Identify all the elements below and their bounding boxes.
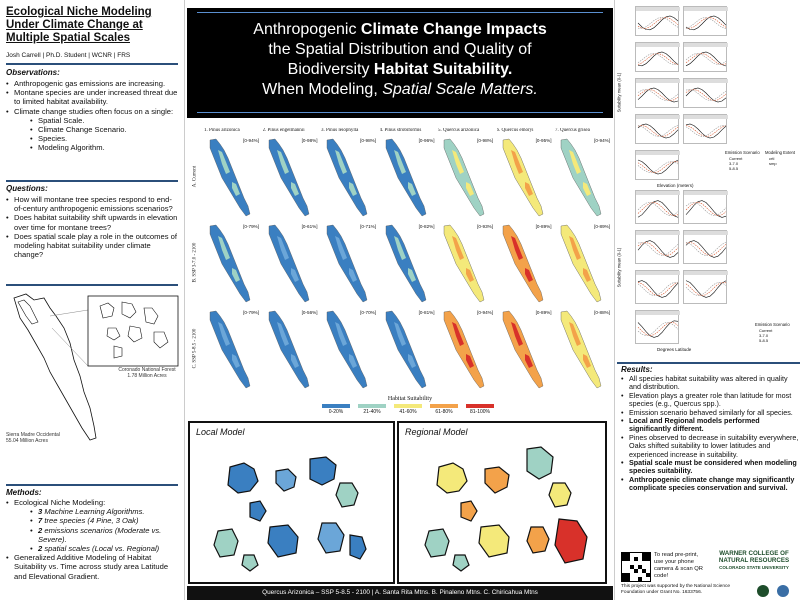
cell-map: [553, 308, 610, 390]
legend-label: 21-40%: [363, 409, 381, 415]
habitat-map-cell: [261, 222, 318, 304]
habitat-map-cell: [202, 308, 259, 390]
list-item: • Modeling Algorithm.: [28, 143, 180, 152]
cell-range-label: [0-56%]: [301, 310, 318, 315]
gam-panel: [635, 230, 679, 264]
suitability-region: [561, 311, 601, 388]
list-item: • Anthropogenic climate change may significantly complicate species conservation and survival.: [619, 476, 799, 493]
legend-swatch: [322, 404, 350, 408]
suitability-region: [210, 139, 250, 216]
y-axis-label: Suitability mean (0-1): [616, 247, 622, 288]
divider: [6, 484, 178, 486]
divider: [617, 362, 800, 364]
suitability-region: [210, 311, 250, 388]
observations-list: [4, 79, 180, 153]
gam-panel: [683, 78, 727, 108]
habitat-map-cell: [553, 308, 610, 390]
cell-range-label: [0-61%]: [301, 224, 318, 229]
cell-map: [202, 222, 259, 304]
cell-map: [261, 136, 318, 218]
cell-range-label: [0-96%]: [418, 138, 435, 143]
cell-map: [378, 136, 435, 218]
banner-rule: [197, 12, 603, 13]
cell-range-label: [0-79%]: [243, 310, 259, 315]
list-item: • Species.: [28, 134, 180, 143]
observations-sublist: [14, 116, 180, 153]
list-item: • Spatial Scale.: [28, 116, 180, 125]
gam-panel: [635, 150, 679, 180]
gam-panel: [635, 114, 679, 144]
suitability-region: [269, 225, 309, 302]
results-list: [619, 375, 799, 493]
cell-map: [436, 136, 493, 218]
habitat-map-cell: [319, 222, 376, 304]
suitability-region: [269, 139, 309, 216]
headline-banner: [187, 8, 613, 118]
list-item: • 2 spatial scales (Local vs. Regional): [28, 544, 180, 553]
list-item: • Pines observed to decrease in suitability everywhere, Oaks shifted suitability to lower latitudes and experienced increase in suitability.: [619, 434, 799, 459]
list-item: • Does habitat suitability shift upwards in elevation over time for montane trees?: [4, 213, 180, 231]
list-item: • Anthropogenic gas emissions are increasing.: [4, 79, 180, 88]
suitability-region: [386, 225, 426, 302]
list-item: • Does spatial scale play a role in the outcomes of modeling habitat suitability under climate change?: [4, 232, 180, 260]
cell-range-label: [0-89%]: [594, 224, 610, 229]
legend-item: Current: [759, 328, 773, 333]
legend-item: 5-8.5: [729, 166, 739, 171]
legend-swatch: [358, 404, 386, 408]
cell-range-label: [0-94%]: [243, 138, 259, 143]
author-line: Josh Carrell | Ph.D. Student | WCNR | FRS: [6, 52, 131, 59]
gam-panel: [635, 190, 679, 224]
legend-label: 61-80%: [435, 409, 453, 415]
list-item: • 3 Machine Learning Algorithms.: [28, 507, 180, 516]
cell-map: [436, 308, 493, 390]
legend-item: smp: [769, 161, 777, 166]
cell-map: [553, 222, 610, 304]
legend-heading: Emission Scenario: [725, 150, 760, 155]
habitat-map-cell: [436, 136, 493, 218]
cell-range-label: [0-89%]: [535, 310, 552, 315]
sierra-label: Sierra Madre Occidental 55.04 Million Acres: [6, 432, 60, 444]
gam-panel: [635, 42, 679, 72]
cell-range-label: [0-79%]: [243, 224, 259, 229]
cell-range-label: [0-95%]: [535, 138, 552, 143]
habitat-map-cell: [202, 222, 259, 304]
column-divider: [184, 0, 185, 600]
row-label: C. SSP 5-8.5 - 2100: [192, 328, 198, 369]
species-header: 3. Pinus leiophylla: [321, 128, 359, 133]
gam-panel: [683, 190, 727, 224]
suitability-region: [327, 225, 367, 302]
suitability-region: [327, 311, 367, 388]
cell-map: [495, 222, 552, 304]
legend-label: 81-100%: [469, 409, 490, 415]
questions-heading: Questions:: [6, 184, 48, 193]
legend-swatch: [466, 404, 494, 408]
poster-title: Ecological Niche Modeling Under Climate Change at Multiple Spatial Scales: [6, 6, 152, 44]
results-heading: Results:: [621, 365, 653, 374]
cell-range-label: [0-94%]: [594, 138, 610, 143]
y-axis-label: Suitability mean (0-1): [616, 72, 622, 113]
methods-heading: Methods:: [6, 488, 42, 497]
habitat-map-cell: [261, 308, 318, 390]
legend-swatch: [430, 404, 458, 408]
cell-range-label: [0-98%]: [360, 138, 376, 143]
questions-list: [4, 195, 180, 259]
cell-map: [261, 308, 318, 390]
suitability-region: [386, 139, 426, 216]
suitability-region: [561, 225, 601, 302]
suitability-region: [327, 139, 367, 216]
habitat-map-cell: [495, 136, 552, 218]
species-header: 6. Quercus emoryi: [496, 128, 534, 133]
nsf-logo-icon: [777, 585, 789, 597]
suitability-region: [444, 225, 484, 302]
methods-sublist: [14, 507, 180, 553]
legend-item: crtl: [769, 156, 775, 161]
cell-range-label: [0-98%]: [477, 138, 493, 143]
left-column: [0, 0, 183, 600]
suitability-region: [386, 311, 426, 388]
cell-range-label: [0-98%]: [301, 138, 318, 143]
regional-model-title: Regional Model: [405, 427, 468, 437]
habitat-map-cell: [319, 136, 376, 218]
cell-map: [319, 136, 376, 218]
cell-map: [495, 308, 552, 390]
divider: [6, 284, 178, 286]
qr-code-icon: [622, 553, 650, 581]
suitability-region: [269, 311, 309, 388]
cell-range-label: [0-82%]: [418, 224, 435, 229]
species-header: 5. Quercus arizonica: [438, 128, 480, 133]
habitat-map-cell: [436, 308, 493, 390]
suitability-region: [503, 225, 543, 302]
habitat-map-cell: [202, 136, 259, 218]
legend-item: 3-7.0: [759, 333, 769, 338]
gam-panel: [635, 6, 679, 36]
list-item: • All species habitat suitability was altered in quality and distribution.: [619, 375, 799, 392]
cell-map: [202, 308, 259, 390]
cell-range-label: [0-71%]: [360, 224, 376, 229]
funding-note: This project was supported by the National Science Foundation under Grant No. 1633756.: [621, 584, 731, 595]
methods-list: [4, 498, 180, 581]
csu-seal-icon: [757, 585, 769, 597]
x-axis-label: Degrees Latitude: [657, 347, 692, 352]
gam-panel: [683, 6, 727, 36]
habitat-map-grid: [190, 126, 613, 416]
cell-map: [202, 136, 259, 218]
divider: [6, 63, 178, 65]
suitability-region: [444, 139, 484, 216]
gam-panel: [635, 310, 679, 344]
local-model-map: [190, 423, 393, 582]
legend-item: 3-7.0: [729, 161, 739, 166]
coronado-label: Coronado National Forest 1.78 Million Acres: [118, 367, 176, 379]
gam-panel: [683, 114, 727, 144]
list-item: • Local and Regional models performed significantly different.: [619, 417, 799, 434]
species-header: 7. Quercus grisea: [555, 128, 590, 133]
cell-map: [495, 136, 552, 218]
species-header: 2. Pinus engelmannii: [262, 128, 305, 133]
x-axis-label: Elevation (meters): [657, 183, 694, 188]
regional-model-map: [399, 423, 605, 582]
legend-title: Habitat Suitability: [387, 396, 433, 402]
right-column: [617, 0, 800, 600]
cell-map: [436, 222, 493, 304]
qr-instructions: To read pre-print, use your phone camera & scan QR code!: [654, 552, 703, 579]
legend-label: 41-60%: [399, 409, 417, 415]
habitat-map-cell: [495, 222, 552, 304]
suitability-region: [561, 139, 601, 216]
habitat-map-cell: [553, 222, 610, 304]
list-item: • Spatial scale must be considered when modeling species suitability.: [619, 459, 799, 476]
habitat-map-cell: [436, 222, 493, 304]
figure-caption: Quercus Arizonica – SSP 5-8.5 - 2100 | A. Santa Rita Mtns. B. Pinaleno Mtns. C. Chiricahua Mtns: [187, 586, 613, 600]
list-item: • 2 emissions scenarios (Moderate vs. Severe).: [28, 526, 180, 544]
suitability-region: [503, 311, 543, 388]
column-divider: [614, 0, 615, 600]
regional-model-panel: [397, 421, 607, 584]
college-logo: WARNER COLLEGE OF NATURAL RESOURCES COLORADO STATE UNIVERSITY: [718, 550, 790, 570]
gam-panel: [683, 42, 727, 72]
cell-range-label: [0-89%]: [535, 224, 552, 229]
suitability-region: [503, 139, 543, 216]
study-area-map: [4, 288, 182, 478]
divider: [6, 180, 178, 182]
cell-range-label: [0-81%]: [418, 310, 435, 315]
cell-map: [319, 308, 376, 390]
habitat-map-cell: [495, 308, 552, 390]
local-model-title: Local Model: [196, 427, 245, 437]
list-item: • Montane species are under increased threat due to limited habitat availability.: [4, 88, 180, 106]
row-label: A. Current: [192, 165, 198, 188]
cell-range-label: [0-88%]: [594, 310, 610, 315]
cell-map: [378, 308, 435, 390]
list-item: • Ecological Niche Modeling: • 3 Machine Learning Algorithms. • 7 tree species (4 Pine, 3 Oak) • 2 emissions scenarios (Moderate vs. Severe). • 2 spatial scales (Local vs. Regional): [4, 498, 180, 553]
headline-text: Anthropogenic Climate Change Impacts the Spatial Distribution and Quality of Biodiversity Habitat Suitability. When Modeling, Spatial Scale Matters.: [253, 21, 547, 98]
cell-range-label: [0-93%]: [477, 224, 493, 229]
legend-item: Current: [729, 156, 743, 161]
suitability-region: [444, 311, 484, 388]
cell-map: [319, 222, 376, 304]
gam-panel: [683, 270, 727, 304]
cell-map: [261, 222, 318, 304]
banner-rule: [197, 112, 603, 113]
cell-range-label: [0-94%]: [477, 310, 493, 315]
row-label: B. SSP 3-7.0 - 2100: [192, 242, 198, 283]
suitability-region: [210, 225, 250, 302]
list-item: • Generalized Additive Modeling of Habitat Suitability vs. Time across study area Latitude and Elevational Gradient.: [4, 553, 180, 581]
list-item: • Climate Change Scenario.: [28, 125, 180, 134]
species-header: 4. Pinus strobiformis: [379, 128, 422, 133]
list-item: • Emission scenario behaved similarly for all species.: [619, 409, 799, 417]
legend-item: 5-8.5: [759, 338, 769, 343]
habitat-map-cell: [378, 136, 435, 218]
habitat-map-cell: [319, 308, 376, 390]
gam-panel: [683, 230, 727, 264]
gam-panel: [635, 270, 679, 304]
habitat-map-cell: [261, 136, 318, 218]
list-item: • How will montane tree species respond to end-of-century anthropogenic emissions scenarios?: [4, 195, 180, 213]
legend-heading: Emission Scenario: [755, 322, 790, 327]
list-item: • Climate change studies often focus on a single: • Spatial Scale. • Climate Change Scenario. • Species. • Modeling Algorithm.: [4, 107, 180, 153]
list-item: • 7 tree species (4 Pine, 3 Oak): [28, 516, 180, 525]
local-model-panel: [188, 421, 395, 584]
species-header: 1. Pinus arizonica: [204, 128, 240, 133]
list-item: • Elevation plays a greater role than latitude for most species (e.g., Quercus spp.).: [619, 392, 799, 409]
cell-map: [553, 136, 610, 218]
habitat-map-cell: [553, 136, 610, 218]
legend-heading: Modeling Extent: [765, 150, 796, 155]
cell-map: [378, 222, 435, 304]
gam-panel: [635, 78, 679, 108]
cell-range-label: [0-70%]: [360, 310, 376, 315]
observations-heading: Observations:: [6, 68, 60, 77]
habitat-map-cell: [378, 308, 435, 390]
legend-label: 0-20%: [328, 409, 344, 415]
legend-swatch: [394, 404, 422, 408]
qr-code[interactable]: [621, 552, 651, 582]
habitat-map-cell: [378, 222, 435, 304]
